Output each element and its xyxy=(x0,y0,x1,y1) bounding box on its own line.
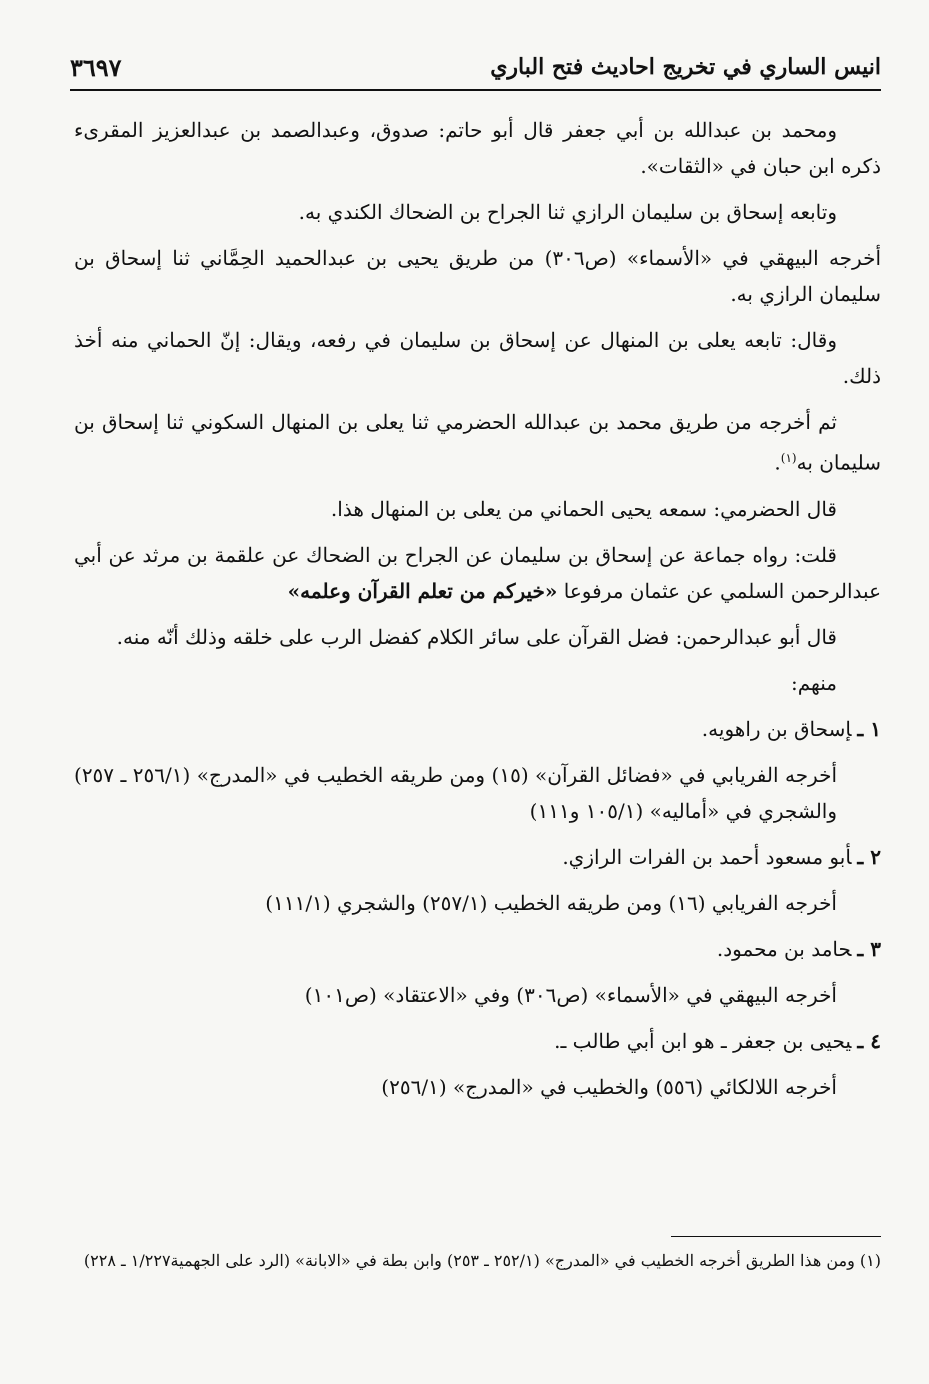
footnote-divider xyxy=(671,1236,881,1237)
paragraph xyxy=(74,537,881,609)
paragraph: ومحمد بن عبدالله بن أبي جعفر قال أبو حاتم: صدوق، وعبدالصمد بن عبدالعزيز المقرىء ذكره ابن حبان في «الثقات». xyxy=(74,118,881,178)
narrator-name: يحيى بن جعفر ـ هو ابن أبي طالب ـ. xyxy=(554,1028,852,1053)
paragraph: وتابعه إسحاق بن سليمان الرازي ثنا الجراح بن الضحاك الكندي به. xyxy=(298,200,837,224)
list-item xyxy=(74,931,881,1013)
paragraph: وقال: تابعه يعلى بن المنهال عن إسحاق بن سليمان في رفعه، ويقال: إنّ الحماني منه أخذ ذلك. xyxy=(74,328,881,388)
narrator-name: أبو مسعود أحمد بن الفرات الرازي. xyxy=(562,844,852,869)
footnote-ref: (١) xyxy=(780,451,797,465)
footnotes xyxy=(74,1246,881,1276)
hadith-text: «خيركم من تعلم القرآن وعلمه» xyxy=(287,578,558,603)
paragraph: قال أبو عبدالرحمن: فضل القرآن على سائر الكلام كفضل الرب على خلقه وذلك أنّه منه. xyxy=(116,624,837,649)
list-item xyxy=(74,1023,881,1105)
list-item xyxy=(74,711,881,829)
narrator-name: إسحاق بن راهويه. xyxy=(701,716,852,741)
page-header xyxy=(70,48,881,86)
item-number: ٢ ـ xyxy=(857,844,881,869)
narrator-name: حامد بن محمود. xyxy=(716,936,852,961)
item-number: ٤ ـ xyxy=(857,1028,881,1053)
paragraph-text: قلت: رواه جماعة عن إسحاق بن سليمان عن الجراح بن الضحاك عن علقمة بن مرثد عن أبي عبدالرحمن السلمي عن عثمان مرفوعا xyxy=(74,542,881,603)
header-divider xyxy=(70,89,881,91)
takhrij-text: أخرجه الفريابي في «فضائل القرآن» (١٥) ومن طريقه الخطيب في «المدرج» (٢٥٦/١ ـ ٢٥٧) والشجري في «أماليه» (١٠٥/١ و١١١) xyxy=(74,762,838,823)
paragraph: منهم: xyxy=(790,670,837,695)
takhrij-text: أخرجه البيهقي في «الأسماء» (ص٣٠٦) وفي «الاعتقاد» (ص١٠١) xyxy=(304,982,837,1007)
paragraph: ثم أخرجه من طريق محمد بن عبدالله الحضرمي ثنا يعلى بن المنهال السكوني ثنا إسحاق بن سليمان به$^{(١)}$. xyxy=(74,410,881,475)
main-text xyxy=(74,112,881,1115)
item-number: ٣ ـ xyxy=(857,936,881,961)
running-title: انيس الساري في تخريج احاديث فتح الباري xyxy=(490,54,881,80)
paragraph: قال الحضرمي: سمعه يحيى الحماني من يعلى بن المنهال هذا. xyxy=(330,496,837,521)
footnote: (١) ومن هذا الطريق أخرجه الخطيب في «المدرج» (٢٥٢/١ ـ ٢٥٣) وابن بطة في «الابانة» (الرد على الجهمية١/٢٢٧ ـ ٢٢٨) xyxy=(83,1251,881,1270)
item-number: ١ ـ xyxy=(857,716,881,741)
takhrij-text: أخرجه الفريابي (١٦) ومن طريقه الخطيب (٢٥٧/١) والشجري (١١١/١) xyxy=(265,890,837,915)
paragraph: أخرجه البيهقي في «الأسماء» (ص٣٠٦) من طريق يحيى بن عبدالحميد الحِمَّاني ثنا إسحاق بن سليمان الرازي به. xyxy=(74,246,882,306)
list-item xyxy=(74,839,881,921)
page-number: ٣٦٩٧ xyxy=(70,52,122,82)
paragraph-text: ثم أخرجه من طريق محمد بن عبدالله الحضرمي ثنا يعلى بن المنهال السكوني ثنا إسحاق بن سليمان به xyxy=(74,410,881,475)
takhrij-text: أخرجه اللالكائي (٥٥٦) والخطيب في «المدرج» (٢٥٦/١) xyxy=(381,1074,837,1099)
